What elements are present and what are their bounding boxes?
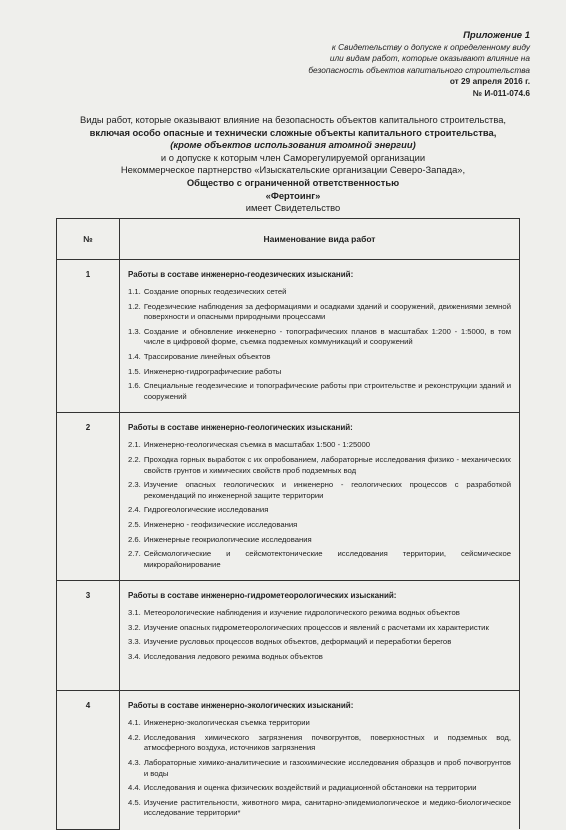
table-header-row <box>57 219 520 260</box>
header-line: и о допуске к которым член Саморегулируемой организации <box>160 151 426 163</box>
company-type: Общество с ограниченной ответственностью <box>186 176 400 188</box>
appendix-line: к Свидетельству о допуске к определенному виду <box>331 41 530 52</box>
work-item-code: 1.3. <box>128 326 141 336</box>
section-content <box>120 413 520 581</box>
work-item-text: Трассирование линейных объектов <box>143 351 271 361</box>
work-item <box>128 637 511 648</box>
work-item <box>128 367 511 378</box>
work-item-code: 2.4. <box>128 505 141 515</box>
work-item <box>128 505 511 516</box>
work-item <box>128 608 511 619</box>
work-item <box>128 623 511 634</box>
work-item <box>128 758 511 779</box>
document-header <box>60 114 526 215</box>
work-item-code: 2.5. <box>128 519 141 529</box>
company-name: «Фертоинг» <box>265 189 321 201</box>
section-number: 3 <box>57 581 120 691</box>
work-item-code: 1.4. <box>128 351 141 361</box>
work-item-text: Инженерно-геологическая съемка в масштабах 1:500 - 1:25000 <box>143 440 371 450</box>
table-row <box>57 691 520 829</box>
section-title: Работы в составе инженерно-геологических изысканий: <box>128 423 353 433</box>
appendix-number: № И-011-074.6 <box>472 87 530 98</box>
section-title: Работы в составе инженерно-геодезических изысканий: <box>128 270 354 279</box>
work-item-code: 2.3. <box>128 480 141 490</box>
work-item-code: 1.2. <box>128 301 141 311</box>
work-item <box>128 381 511 402</box>
work-item-text: Изучение русловых процессов водных объектов, деформаций и переработки берегов <box>143 637 452 647</box>
header-line: включая особо опасные и технически сложные объекты капитального строительства, <box>89 126 497 138</box>
work-item-text: Изучение опасных геологических и инженерно - геологических процессов с разработкой рекомендаций по инженерной защите территории <box>143 480 511 500</box>
work-item <box>128 733 511 754</box>
work-item-text: Инженерно-гидрографические работы <box>143 366 282 376</box>
work-item-code: 3.2. <box>128 622 141 632</box>
work-item <box>128 440 511 451</box>
appendix-title: Приложение 1 <box>463 30 530 41</box>
work-item-text: Специальные геодезические и топографические работы при строительстве и реконструкции зданий и сооружений <box>143 381 511 401</box>
table-row <box>57 413 520 581</box>
work-item <box>128 549 511 570</box>
work-item-code: 2.1. <box>128 440 141 450</box>
section-content <box>120 581 520 691</box>
work-item-code: 3.4. <box>128 652 141 662</box>
appendix-date: от 29 апреля 2016 г. <box>449 76 530 86</box>
work-item <box>128 352 511 363</box>
appendix-line: безопасность объектов капитального строительства <box>308 64 530 75</box>
work-item-text: Геодезические наблюдения за деформациями и осадками зданий и сооружений, движениями земной поверхности и опасными природными процессами <box>143 301 511 322</box>
work-item-text: Изучение опасных гидрометеорологических процессов и явлений с расчетами их характеристик <box>143 622 489 632</box>
work-item-code: 4.3. <box>128 758 141 768</box>
work-item <box>128 520 511 531</box>
work-item-code: 2.7. <box>128 549 141 559</box>
work-item-text: Лабораторные химико-аналитические и газохимические исследования образцов и проб почвогрунтов и воды <box>143 758 511 778</box>
header-line: (кроме объектов использования атомной энергии) <box>170 139 416 151</box>
table-row <box>57 260 520 413</box>
work-item-code: 1.5. <box>128 366 141 376</box>
section-content <box>120 260 520 413</box>
work-item-code: 4.1. <box>128 718 141 728</box>
work-item <box>128 455 511 476</box>
section-number: 4 <box>57 691 120 829</box>
work-item-text: Гидрогеологические исследования <box>143 505 269 515</box>
work-item <box>128 480 511 501</box>
work-item-text: Создание и обновление инженерно - топографических планов в масштабах 1:200 - 1:5000, в том числе в цифровой форме, съемка подземных коммуникаций и сооружений <box>143 326 511 347</box>
work-item-code: 3.1. <box>128 608 141 618</box>
appendix-block <box>270 30 530 99</box>
column-header-number: № <box>57 219 120 260</box>
section-title: Работы в составе инженерно-экологических изысканий: <box>128 701 354 711</box>
section-title: Работы в составе инженерно-гидрометеорологических изысканий: <box>128 591 397 601</box>
work-item <box>128 798 511 819</box>
appendix-line: или видам работ, которые оказывают влияние на <box>329 53 530 63</box>
work-item-text: Создание опорных геодезических сетей <box>143 287 287 296</box>
work-item-code: 4.5. <box>128 797 141 807</box>
work-item-code: 1.1. <box>128 287 141 296</box>
work-item-code: 4.4. <box>128 783 141 793</box>
work-item-code: 3.3. <box>128 637 141 647</box>
work-item-text: Изучение растительности, животного мира, санитарно-эпидемиологическое и медико-биологическое исследование территории* <box>143 797 511 818</box>
header-line: имеет Свидетельство <box>245 202 341 214</box>
work-item-text: Сейсмологические и сейсмотектонические исследования территории, сейсмическое микрорайонирование <box>143 549 511 569</box>
section-number: 2 <box>57 413 120 581</box>
work-item-code: 4.2. <box>128 732 141 742</box>
work-item-code: 2.2. <box>128 454 141 464</box>
table-row <box>57 581 520 691</box>
work-item <box>128 535 511 546</box>
work-item <box>128 783 511 794</box>
header-line: Виды работ, которые оказывают влияние на безопасность объектов капитального строительства, <box>79 114 507 125</box>
work-item-code: 2.6. <box>128 534 141 544</box>
work-item-text: Инженерно-экологическая съемка территории <box>143 718 310 728</box>
work-item-text: Исследования химического загрязнения почвогрунтов, поверхностных и подземных вод, атмосферного воздуха, источников загрязнения <box>143 732 511 753</box>
section-number: 1 <box>57 260 120 413</box>
work-item <box>128 287 511 298</box>
section-content <box>120 691 520 829</box>
work-item-text: Инженерно - геофизические исследования <box>143 519 298 529</box>
work-types-table <box>56 218 520 830</box>
column-header-name: Наименование вида работ <box>120 219 520 260</box>
work-item-text: Проходка горных выработок с их опробованием, лабораторные исследования физико - механических свойств грунтов и химических свойств проб подземных вод <box>143 454 511 475</box>
work-item-text: Метеорологические наблюдения и изучение гидрологического режима водных объектов <box>143 608 460 618</box>
work-item <box>128 302 511 323</box>
work-item <box>128 718 511 729</box>
work-item-text: Исследования ледового режима водных объектов <box>143 652 323 662</box>
header-line: Некоммерческое партнерство «Изыскательские организации Северо-Запада», <box>120 164 466 176</box>
work-item-text: Исследования и оценка физических воздействий и радиационной обстановки на территории <box>143 783 477 793</box>
work-item <box>128 652 511 663</box>
work-item-text: Инженерные геокриологические исследования <box>143 534 312 544</box>
work-item-code: 1.6. <box>128 381 141 391</box>
work-item <box>128 327 511 348</box>
